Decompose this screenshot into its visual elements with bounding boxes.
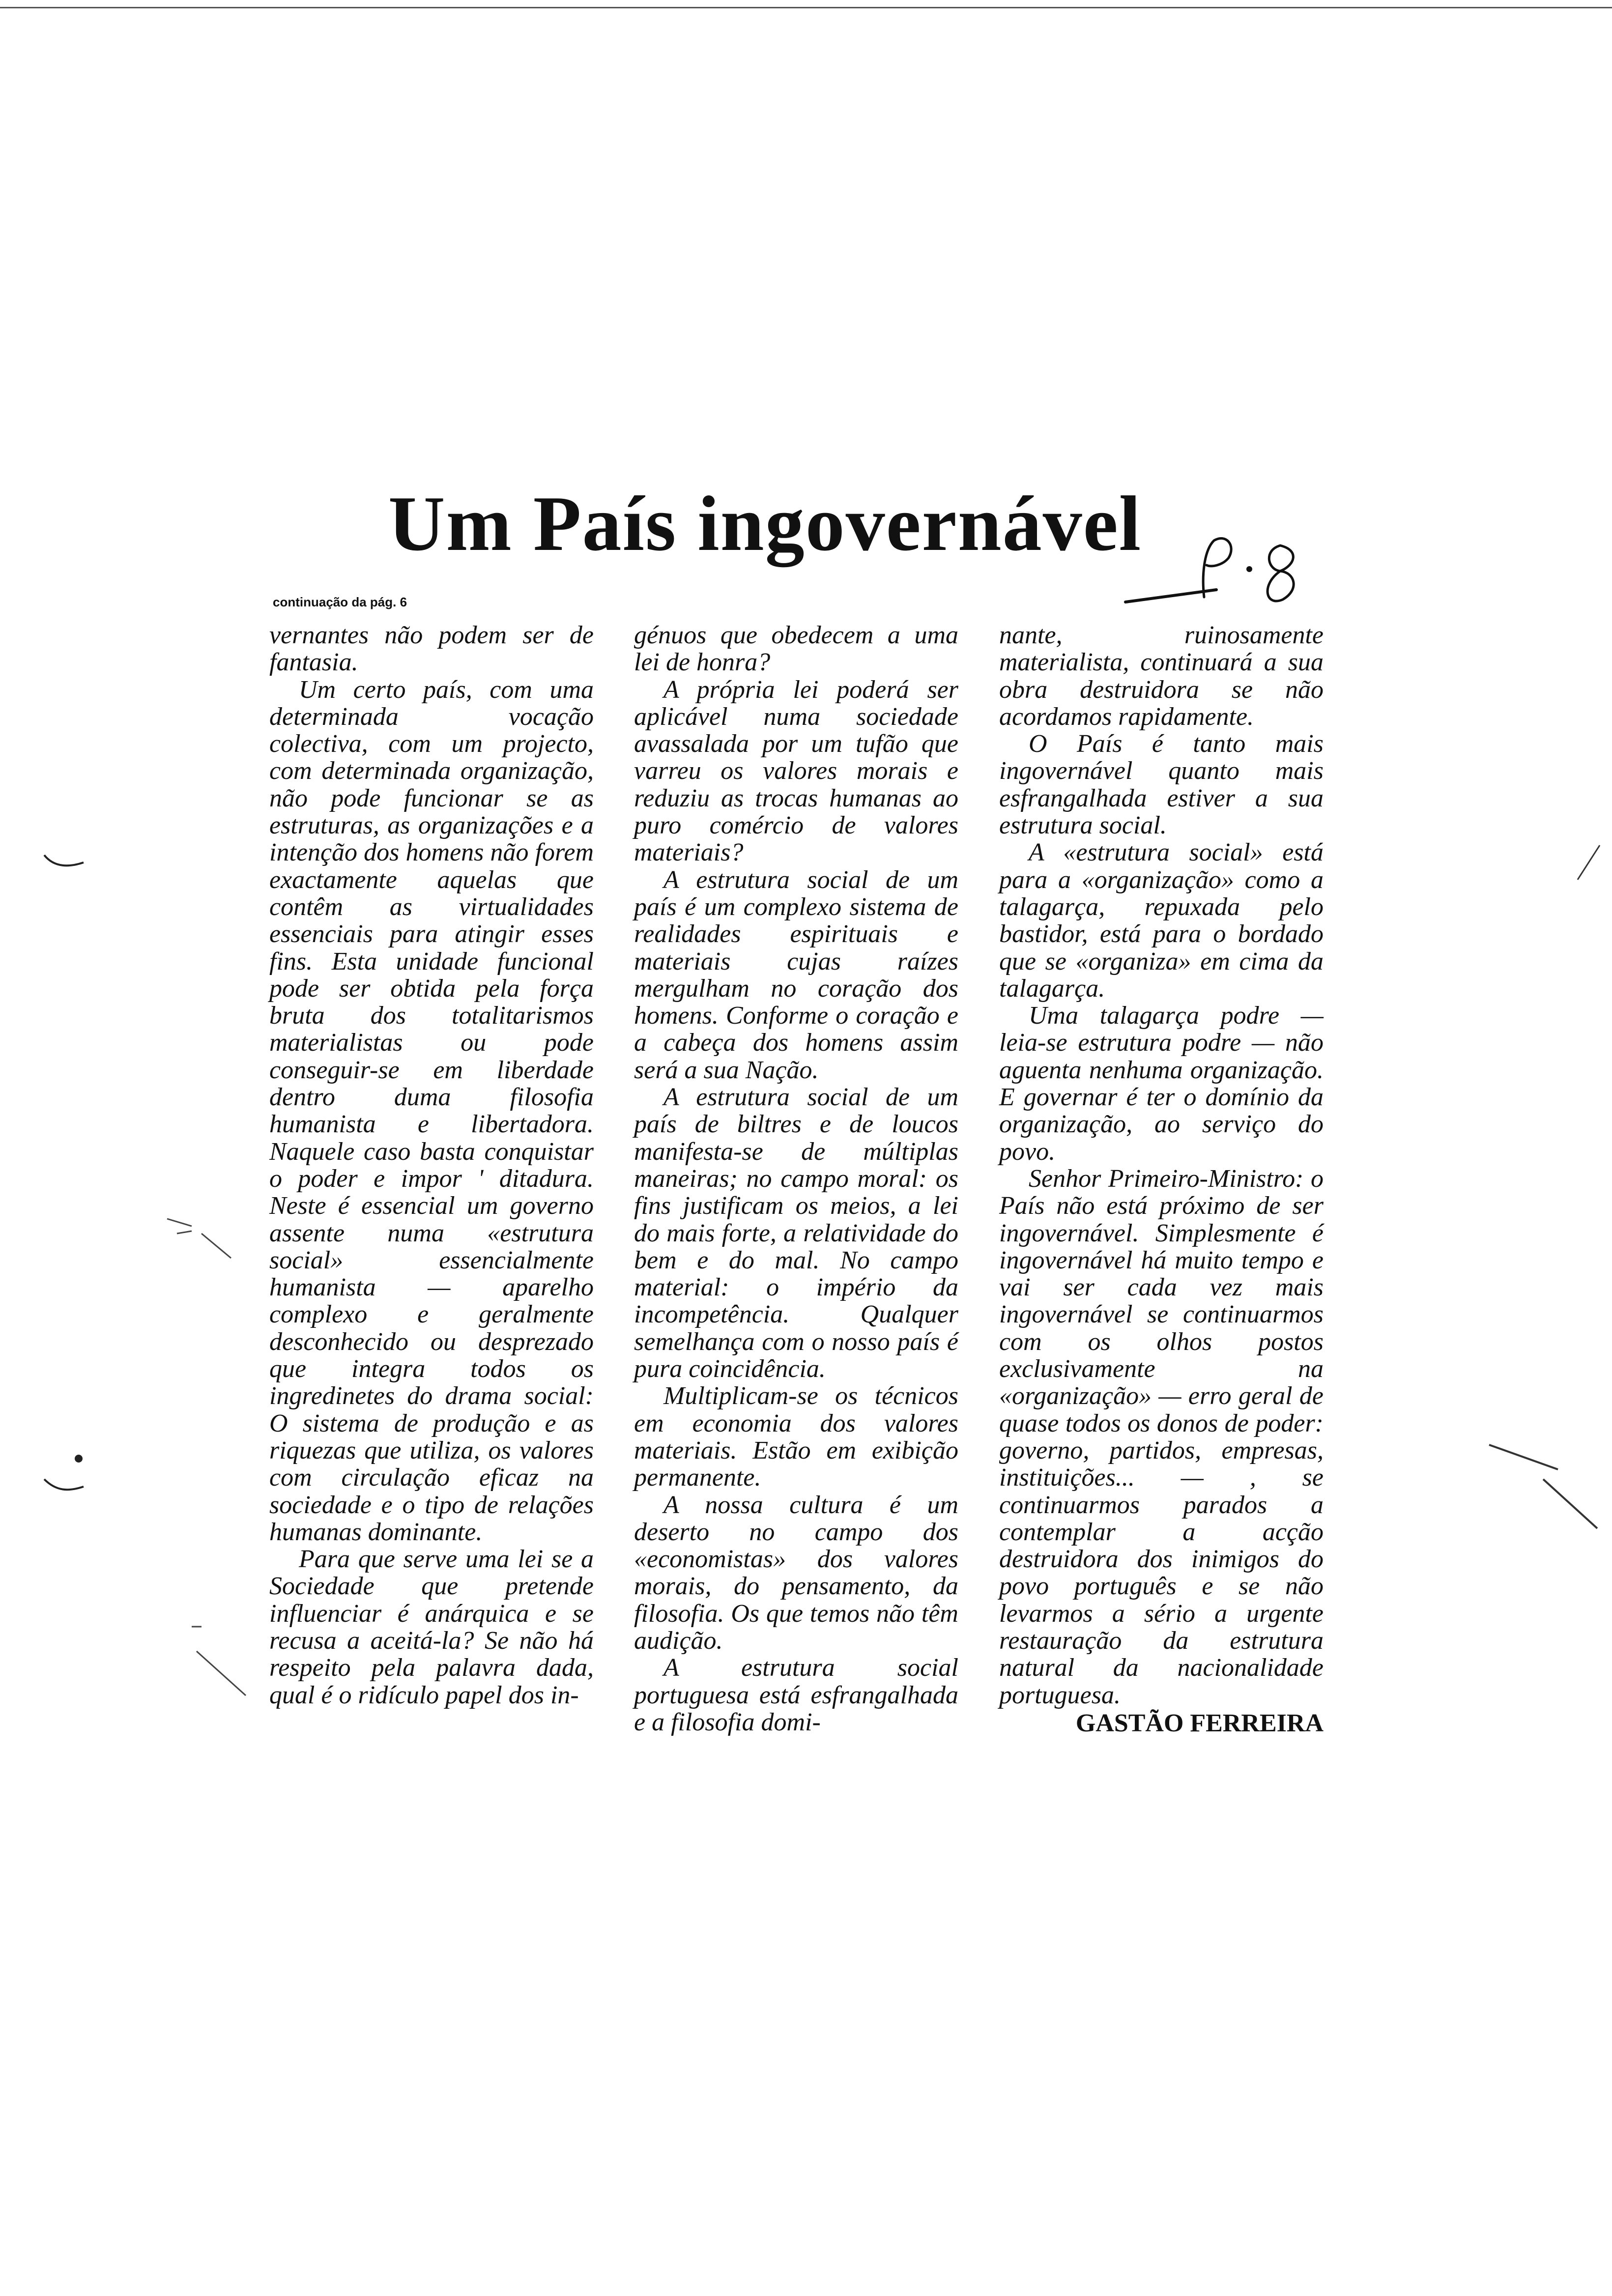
scan-mark-icon (42, 845, 86, 875)
article-headline: Um País ingovernável (388, 480, 1142, 567)
scan-mark-icon (162, 1209, 236, 1263)
paragraph: O País é tanto mais ingovernável quanto mais esfrangalhada estiver a sua estrutura social. (999, 730, 1324, 840)
paragraph: génuos que obedecem a uma lei de honra? (634, 621, 958, 677)
paragraph: Uma talagarça podre — leia-se estrutura podre — não aguenta nenhuma organização. E governar é ter o domínio da organização, ao serviço do povo. (999, 1002, 1324, 1166)
paragraph: Senhor Primeiro-Ministro: o País não está próximo de ser ingovernável. Simplesmente é ingovernável há muito tempo e vai ser cada vez mais ingovernável se continuarmos com os olhos postos exclusivamente na «organização» — erro geral de quase todos os donos de poder: governo, partidos, empresas, instituições... — , se continuarmos parados a contemplar a acção destruidora dos inimigos do povo português e se não levarmos a sério a urgente restauração da estrutura natural da nacionalidade portuguesa. (999, 1164, 1324, 1709)
paragraph: A «estrutura social» está para a «organização» como a talagarça, repuxada pelo bastidor, está para o bordado que se «organiza» em cima da talagarça. (999, 838, 1324, 1003)
page-top-rule (0, 7, 1612, 8)
scan-mark-icon (42, 1450, 86, 1504)
paragraph: A própria lei poderá ser aplicável numa sociedade avassalada por um tufão que varreu os valores morais e reduziu as trocas humanas ao puro comércio de valores materiais? (634, 675, 958, 867)
scan-mark-icon (187, 1622, 251, 1700)
paragraph: Para que serve uma lei se a Sociedade que pretende influenciar é anárquica e se recusa a aceitá-la? Se não há respeito pela palavra dada, qual é o ridículo papel dos in- (269, 1545, 594, 1709)
article-column-1 (269, 622, 594, 1709)
article-column-3 (999, 622, 1324, 1737)
scan-mark-icon (1484, 1435, 1602, 1533)
paragraph: A nossa cultura é um deserto no campo dos «economistas» dos valores morais, do pensamento, da filosofia. Os que temos não têm audição. (634, 1491, 958, 1655)
handwritten-page-note (1111, 516, 1317, 619)
paragraph: nante, ruinosamente materialista, continuará a sua obra destruidora se não acordamos rapidamente. (999, 621, 1324, 731)
article-column-2 (634, 622, 958, 1736)
paragraph: A estrutura social de um país é um complexo sistema de realidades espirituais e materiais cujas raízes mergulham no coração dos homens. Conforme o coração e a cabeça dos homens assim será a sua Nação. (634, 865, 958, 1084)
continuation-note: continuação da pág. 6 (273, 595, 407, 609)
scan-mark-icon (1573, 840, 1602, 885)
author-signature: GASTÃO FERREIRA (1075, 1709, 1324, 1737)
paragraph: vernantes não podem ser de fantasia. (269, 621, 594, 677)
paragraph: Multiplicam-se os técnicos em economia dos valores materiais. Estão em exibição permanente. (634, 1382, 958, 1492)
paragraph: A estrutura social de um país de biltres e de loucos manifesta-se de múltiplas maneiras; no campo moral: os fins justificam os meios, a lei do mais forte, a relatividade do bem e do mal. No campo material: o império da incompetência. Qualquer semelhança com o nosso país é pura coincidência. (634, 1083, 958, 1383)
paragraph: Um certo país, com uma determinada vocação colectiva, com um projecto, com determinada organização, não pode funcionar se as estruturas, as organizações e a intenção dos homens não forem exactamente aquelas que contêm as virtualidades essenciais para atingir esses fins. Esta unidade funcional pode ser obtida pela força bruta dos totalitarismos materialistas ou pode conseguir-se em liberdade dentro duma filosofia humanista e libertadora. Naquele caso basta conquistar o poder e impor ' ditadura. Neste é essencial um governo assente numa «estrutura social» essencialmente humanista — aparelho complexo e geralmente desconhecido ou desprezado que integra todos os ingredinetes do drama social: O sistema de produção e as riquezas que utiliza, os valores com circulação eficaz na sociedade e o tipo de relações humanas dominante. (269, 675, 594, 1546)
paragraph: A estrutura social portuguesa está esfrangalhada e a filosofia domi- (634, 1654, 958, 1736)
